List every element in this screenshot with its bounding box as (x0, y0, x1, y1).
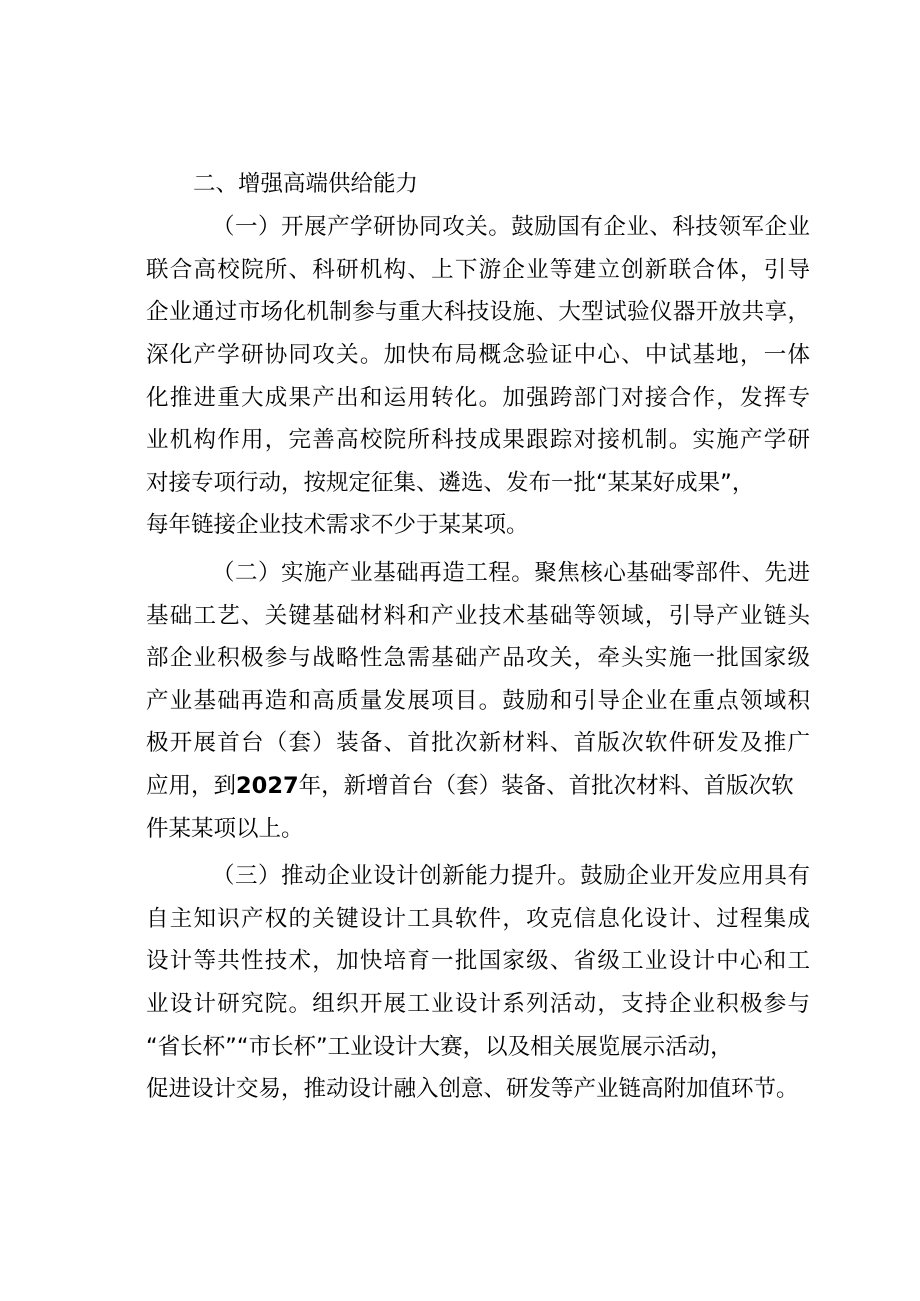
paragraph-2-line-7: 件某某项以上。 (146, 816, 304, 842)
section-heading: 二、增强高端供给能力 (193, 171, 419, 197)
paragraph-2-line-4: 产业基础再造和高质量发展项目。鼓励和引导企业在重点领域积 (146, 688, 810, 714)
paragraph-2-line-6-suffix: 年，新增首台（套）装备、首批次材料、首版次软 (298, 773, 794, 799)
paragraph-1-line-5: 化推进重大成果产出和运用转化。加强跨部门对接合作，发挥专 (146, 385, 810, 411)
paragraph-1-line-6: 业机构作用，完善高校院所科技成果跟踪对接机制。实施产学研 (146, 427, 810, 453)
paragraph-3-line-5: “省长杯”“市长杯”工业设计大赛，以及相关展览展示活动， (146, 1034, 733, 1060)
paragraph-3-line-2: 自主知识产权的关键设计工具软件，攻克信息化设计、过程集成 (146, 906, 810, 932)
paragraph-2-line-5: 极开展首台（套）装备、首批次新材料、首版次软件研发及推广 (146, 730, 810, 756)
paragraph-1-line-7: 对接专项行动，按规定征集、遴选、发布一批“某某好成果”， (146, 470, 755, 496)
target-year: 2027 (236, 773, 299, 799)
paragraph-2-line-3: 部企业积极参与战略性急需基础产品攻关，牵头实施一批国家级 (146, 645, 810, 671)
paragraph-2-line-6 (146, 771, 810, 801)
paragraph-2-line-2: 基础工艺、关键基础材料和产业技术基础等领域，引导产业链头 (146, 603, 810, 629)
paragraph-3-line-3: 设计等共性技术，加快培育一批国家级、省级工业设计中心和工 (146, 948, 810, 974)
paragraph-3-line-4: 业设计研究院。组织开展工业设计系列活动，支持企业积极参与 (146, 991, 810, 1017)
paragraph-2-line-6-prefix: 应用，到 (146, 773, 237, 799)
paragraph-1-line-1: （一）开展产学研协同攻关。鼓励国有企业、科技领军企业 (212, 214, 810, 240)
paragraph-2-line-1: （二）实施产业基础再造工程。聚焦核心基础零部件、先进 (212, 560, 810, 586)
paragraph-1-line-2: 联合高校院所、科研机构、上下游企业等建立创新联合体，引导 (146, 257, 810, 283)
paragraph-1-line-4: 深化产学研协同攻关。加快布局概念验证中心、中试基地，一体 (146, 342, 810, 368)
paragraph-1-line-8: 每年链接企业技术需求不少于某某项。 (146, 512, 529, 538)
paragraph-3-line-6: 促进设计交易，推动设计融入创意、研发等产业链高附加值环节。 (146, 1076, 799, 1102)
paragraph-1-line-3: 企业通过市场化机制参与重大科技设施、大型试验仪器开放共享， (146, 299, 810, 325)
paragraph-3-line-1: （三）推动企业设计创新能力提升。鼓励企业开发应用具有 (212, 863, 810, 889)
